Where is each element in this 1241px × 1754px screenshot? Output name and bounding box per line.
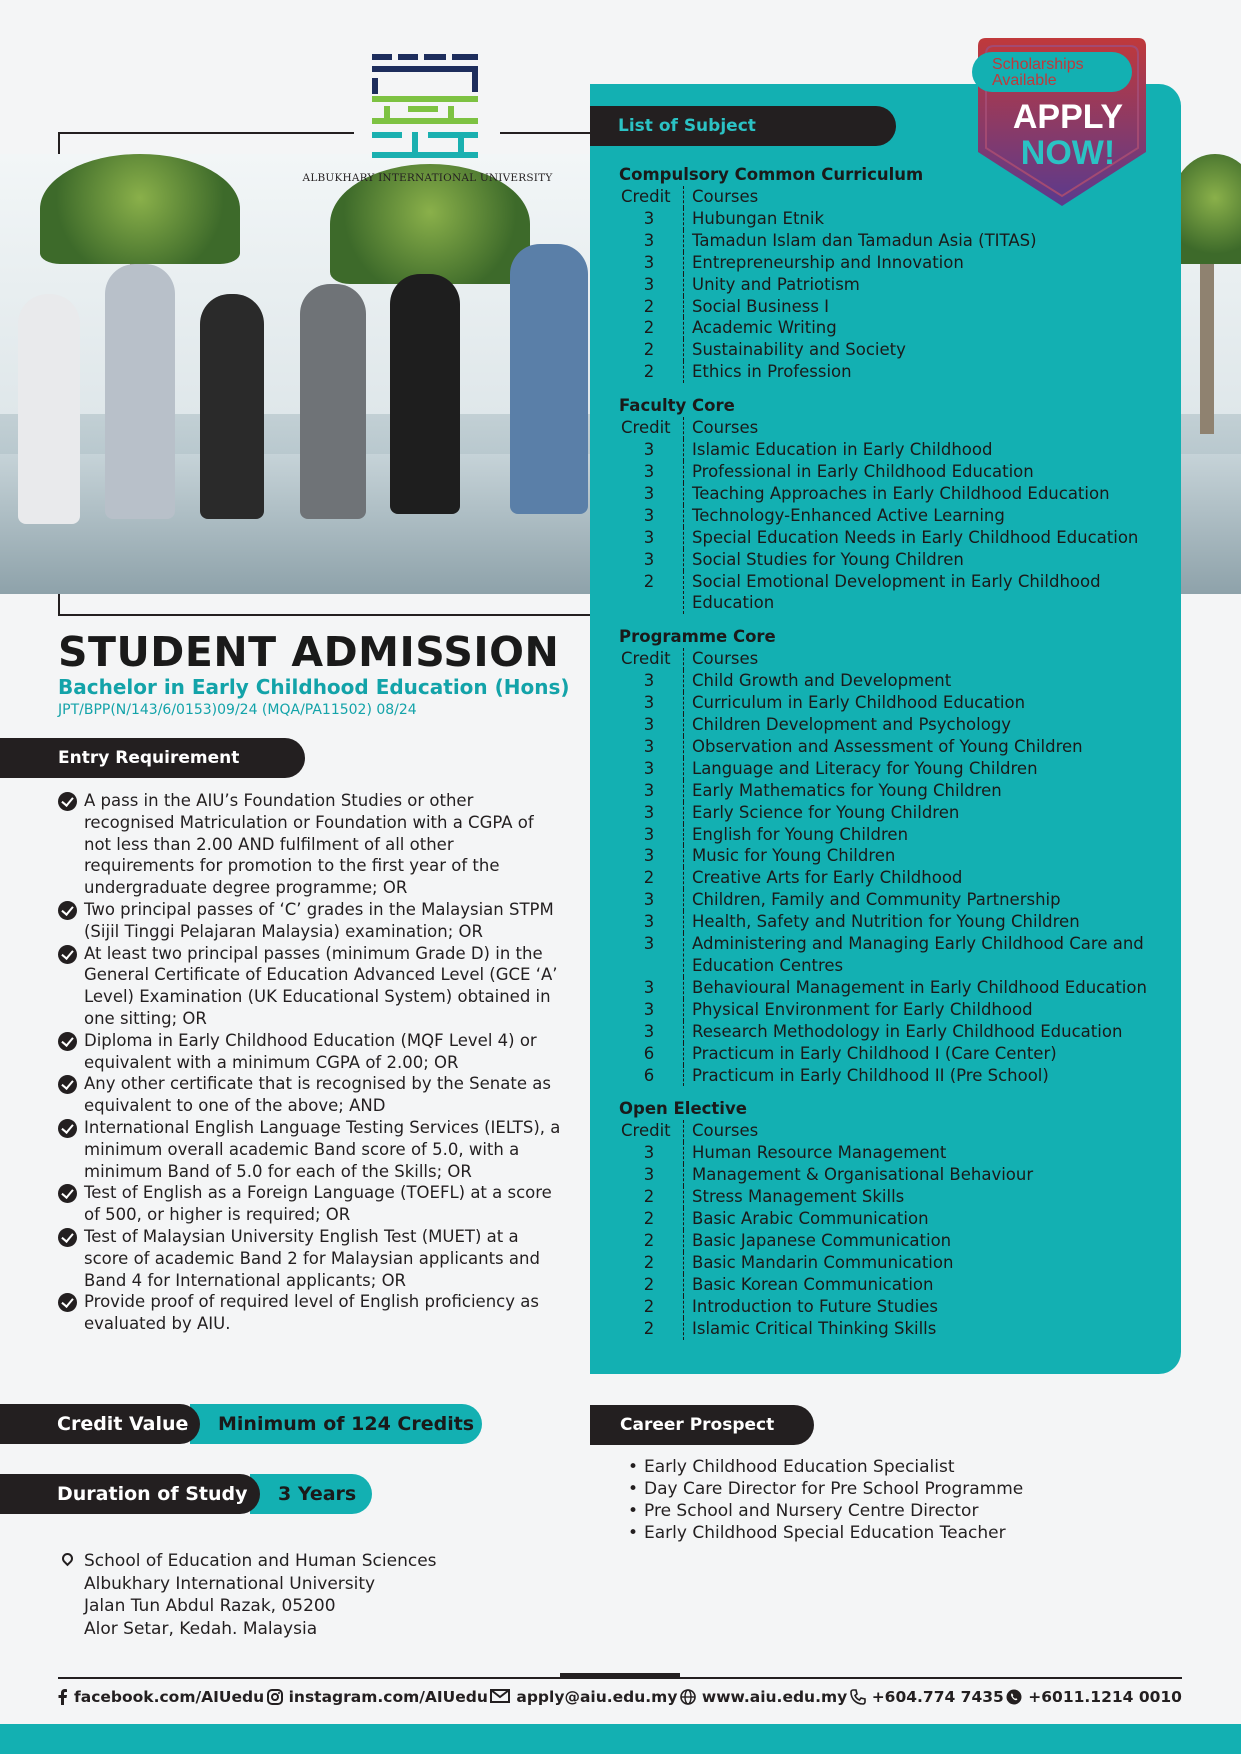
credit-value: 2 <box>643 868 655 888</box>
page-title: STUDENT ADMISSION <box>58 628 560 676</box>
credit-value: 3 <box>643 934 655 954</box>
credit-value: 2 <box>643 318 655 338</box>
check-circle-icon <box>58 901 77 920</box>
course-name: Academic Writing <box>683 317 1179 339</box>
subject-table-header: Credit Courses <box>619 1120 1179 1142</box>
subject-row <box>619 274 1179 296</box>
credit-value: 3 <box>643 758 655 778</box>
duration-value-badge: 3 Years <box>250 1474 372 1514</box>
subject-row <box>619 714 1179 736</box>
university-name: ALBUKHARY INTERNATIONAL UNIVERSITY <box>302 172 553 184</box>
subject-row <box>619 439 1179 461</box>
course-name: Children Development and Psychology <box>683 714 1179 736</box>
course-name: Stress Management Skills <box>683 1186 1179 1208</box>
credit-value: 3 <box>643 780 655 800</box>
accreditation-code: JPT/BPP(N/143/6/0153)09/24 (MQA/PA11502) 08/24 <box>58 702 417 718</box>
footer-band <box>0 1724 1241 1754</box>
credit-value: 2 <box>643 1318 655 1338</box>
course-name: Tamadun Islam dan Tamadun Asia (TITAS) <box>683 230 1179 252</box>
course-name: Music for Young Children <box>683 845 1179 867</box>
programme-name: Bachelor in Early Childhood Education (Hons) <box>58 675 570 699</box>
subject-row <box>619 296 1179 318</box>
subject-row <box>619 1142 1179 1164</box>
credit-value: 2 <box>643 362 655 382</box>
check-circle-icon <box>58 792 77 811</box>
course-name: Social Emotional Development in Early Childhood Education <box>683 571 1179 615</box>
subject-row <box>619 1208 1179 1230</box>
credit-value: 2 <box>643 1252 655 1272</box>
career-list <box>628 1456 1023 1544</box>
entry-requirement-item: Provide proof of required level of English proficiency as evaluated by AIU. <box>58 1291 563 1335</box>
course-name: Teaching Approaches in Early Childhood Education <box>683 483 1179 505</box>
career-item: • Early Childhood Education Specialist <box>628 1456 1023 1478</box>
course-name: Unity and Patriotism <box>683 274 1179 296</box>
subject-row <box>619 505 1179 527</box>
entry-requirement-item: International English Language Testing Services (IELTS), a minimum overall academic Band score of 5.0, with a minimum Band of 5.0 for each of the Skills; OR <box>58 1117 563 1182</box>
course-name: Social Studies for Young Children <box>683 549 1179 571</box>
course-name: Practicum in Early Childhood II (Pre School) <box>683 1065 1179 1087</box>
course-name: Basic Arabic Communication <box>683 1208 1179 1230</box>
subject-row <box>619 1186 1179 1208</box>
career-item: • Day Care Director for Pre School Programme <box>628 1478 1023 1500</box>
badge-available: Available <box>992 72 1057 89</box>
instagram-icon <box>267 1689 283 1705</box>
badge-scholarship: Scholarships <box>992 56 1084 73</box>
career-item: • Pre School and Nursery Centre Director <box>628 1500 1023 1522</box>
subject-row <box>619 889 1179 911</box>
check-circle-icon <box>58 1184 77 1203</box>
badge-now: NOW! <box>1020 134 1116 172</box>
credit-value: 3 <box>643 1143 655 1163</box>
credit-value-badge: Minimum of 124 Credits <box>190 1404 482 1444</box>
credit-value: 3 <box>643 527 655 547</box>
subject-row <box>619 1021 1179 1043</box>
entry-requirement-item: Two principal passes of ‘C’ grades in the Malaysian STPM (Sijil Tinggi Pelajaran Malaysia) examination; OR <box>58 899 563 943</box>
credit-value: 2 <box>643 296 655 316</box>
entry-requirement-heading: Entry Requirement <box>0 738 305 778</box>
check-circle-icon <box>58 945 77 964</box>
subject-row <box>619 1065 1179 1087</box>
course-name: Basic Japanese Communication <box>683 1230 1179 1252</box>
course-name: Observation and Assessment of Young Children <box>683 736 1179 758</box>
subject-row <box>619 999 1179 1021</box>
subject-row <box>619 867 1179 889</box>
subject-row <box>619 252 1179 274</box>
check-circle-icon <box>58 1075 77 1094</box>
course-name: Management & Organisational Behaviour <box>683 1164 1179 1186</box>
facebook-icon <box>58 1689 68 1705</box>
credit-value: 3 <box>643 208 655 228</box>
subject-section <box>619 1099 1179 1339</box>
subject-row <box>619 845 1179 867</box>
subject-row <box>619 571 1179 615</box>
course-name: Early Mathematics for Young Children <box>683 780 1179 802</box>
phone-link[interactable]: +604.774 7435 <box>850 1688 1004 1706</box>
subject-row <box>619 361 1179 383</box>
course-name: Ethics in Profession <box>683 361 1179 383</box>
subject-row <box>619 1318 1179 1340</box>
subject-row <box>619 1274 1179 1296</box>
career-item: • Early Childhood Special Education Teacher <box>628 1522 1023 1544</box>
course-name: Physical Environment for Early Childhood <box>683 999 1179 1021</box>
check-circle-icon <box>58 1119 77 1138</box>
credit-value: 3 <box>643 440 655 460</box>
credit-value: 3 <box>643 252 655 272</box>
subject-row <box>619 1296 1179 1318</box>
credit-value: 2 <box>643 1209 655 1229</box>
course-name: Sustainability and Society <box>683 339 1179 361</box>
course-name: Administering and Managing Early Childhood Care and Education Centres <box>683 933 1179 977</box>
phone-icon <box>850 1689 866 1705</box>
check-circle-icon <box>58 1032 77 1051</box>
subject-section <box>619 627 1179 1086</box>
subject-section <box>619 396 1179 614</box>
course-name: Curriculum in Early Childhood Education <box>683 692 1179 714</box>
career-prospect-heading: Career Prospect <box>590 1405 814 1445</box>
whatsapp-icon <box>1006 1689 1022 1705</box>
course-name: Health, Safety and Nutrition for Young Children <box>683 911 1179 933</box>
entry-requirement-item: Any other certificate that is recognised by the Senate as equivalent to one of the above; AND <box>58 1073 563 1117</box>
subject-row <box>619 1043 1179 1065</box>
credit-value: 3 <box>643 890 655 910</box>
credit-value: 3 <box>643 715 655 735</box>
subject-list-heading: List of Subject <box>590 106 896 146</box>
subject-section-title: Open Elective <box>619 1099 747 1119</box>
entry-requirement-list <box>58 790 563 1335</box>
address-line: Alor Setar, Kedah. Malaysia <box>84 1618 318 1639</box>
globe-icon <box>680 1689 696 1705</box>
credit-value: 3 <box>643 912 655 932</box>
subject-row <box>619 549 1179 571</box>
address-block <box>58 1550 437 1640</box>
credit-value: 3 <box>643 846 655 866</box>
subject-row <box>619 461 1179 483</box>
subject-row <box>619 670 1179 692</box>
subject-row <box>619 933 1179 977</box>
credit-value: 3 <box>643 802 655 822</box>
entry-requirement-item: Test of English as a Foreign Language (TOEFL) at a score of 500, or higher is required; OR <box>58 1182 563 1226</box>
subject-row <box>619 317 1179 339</box>
subject-row <box>619 339 1179 361</box>
entry-requirement-item: A pass in the AIU’s Foundation Studies or other recognised Matriculation or Foundation with a CGPA of not less than 2.00 AND fulfilment of all other requirements for promotion to the first year of the undergraduate degree programme; OR <box>58 790 563 899</box>
subject-table-header: Credit Courses <box>619 186 1179 208</box>
course-name: Technology-Enhanced Active Learning <box>683 505 1179 527</box>
credit-value: 2 <box>643 1187 655 1207</box>
course-name: Entrepreneurship and Innovation <box>683 252 1179 274</box>
university-logo <box>368 52 483 164</box>
apply-now-badge[interactable] <box>972 34 1152 210</box>
subject-row <box>619 736 1179 758</box>
course-name: Practicum in Early Childhood I (Care Center) <box>683 1043 1179 1065</box>
credit-value: 3 <box>643 274 655 294</box>
credit-value: 2 <box>643 1230 655 1250</box>
subject-row <box>619 230 1179 252</box>
course-name: Professional in Early Childhood Education <box>683 461 1179 483</box>
subject-row <box>619 1252 1179 1274</box>
subject-section-title: Programme Core <box>619 627 776 647</box>
duration-label: Duration of Study <box>0 1474 260 1514</box>
credit-value: 3 <box>643 461 655 481</box>
course-name: Basic Mandarin Communication <box>683 1252 1179 1274</box>
course-name: Human Resource Management <box>683 1142 1179 1164</box>
subject-row <box>619 824 1179 846</box>
subject-section-title: Compulsory Common Curriculum <box>619 165 924 184</box>
credit-value: 3 <box>643 736 655 756</box>
subject-table-header: Credit Courses <box>619 417 1179 439</box>
credit-value: 3 <box>643 483 655 503</box>
subject-row <box>619 758 1179 780</box>
mail-icon <box>490 1689 510 1705</box>
credit-value: 3 <box>643 230 655 250</box>
credit-value: 3 <box>643 549 655 569</box>
subject-row <box>619 977 1179 999</box>
address-line: Jalan Tun Abdul Razak, 05200 <box>84 1596 336 1616</box>
course-name: Islamic Critical Thinking Skills <box>683 1318 1179 1340</box>
credit-value: 2 <box>643 571 655 591</box>
credit-value: 6 <box>643 1065 655 1085</box>
credit-value: 3 <box>643 824 655 844</box>
website-link[interactable]: www.aiu.edu.my <box>680 1688 847 1706</box>
credit-value: 2 <box>643 1274 655 1294</box>
course-name: Children, Family and Community Partnership <box>683 889 1179 911</box>
credit-value: 3 <box>643 1165 655 1185</box>
course-name: Social Business I <box>683 296 1179 318</box>
course-name: Introduction to Future Studies <box>683 1296 1179 1318</box>
check-circle-icon <box>58 1293 77 1312</box>
course-name: Research Methodology in Early Childhood Education <box>683 1021 1179 1043</box>
course-name: Child Growth and Development <box>683 670 1179 692</box>
subject-table-header: Credit Courses <box>619 648 1179 670</box>
course-name: Behavioural Management in Early Childhood Education <box>683 977 1179 999</box>
entry-requirement-item: At least two principal passes (minimum Grade D) in the General Certificate of Education Advanced Level (GCE ‘A’ Level) Examination (UK Educational System) obtained in one sitting; OR <box>58 943 563 1030</box>
entry-requirement-item: Diploma in Early Childhood Education (MQF Level 4) or equivalent with a minimum CGPA of 2.00; OR <box>58 1030 563 1074</box>
subject-list <box>619 165 1179 1353</box>
subject-row <box>619 483 1179 505</box>
email-link[interactable]: apply@aiu.edu.my <box>490 1688 677 1706</box>
credit-value: 3 <box>643 671 655 691</box>
course-name: Hubungan Etnik <box>683 208 1179 230</box>
subject-row <box>619 692 1179 714</box>
credit-value: 3 <box>643 1021 655 1041</box>
subject-row <box>619 911 1179 933</box>
facebook-link[interactable]: facebook.com/AIUedu <box>58 1688 264 1706</box>
whatsapp-link[interactable]: +6011.1214 0010 <box>1006 1688 1182 1706</box>
course-name: Special Education Needs in Early Childhood Education <box>683 527 1179 549</box>
course-name: English for Young Children <box>683 824 1179 846</box>
subject-row <box>619 1230 1179 1252</box>
subject-row <box>619 527 1179 549</box>
subject-row <box>619 1164 1179 1186</box>
credit-value: 3 <box>643 505 655 525</box>
subject-row <box>619 780 1179 802</box>
address-line: Albukhary International University <box>84 1573 376 1594</box>
credit-value: 3 <box>643 977 655 997</box>
check-circle-icon <box>58 1228 77 1247</box>
credit-value: 3 <box>643 999 655 1019</box>
subject-row <box>619 208 1179 230</box>
instagram-link[interactable]: instagram.com/AIUedu <box>267 1688 488 1706</box>
course-name: Creative Arts for Early Childhood <box>683 867 1179 889</box>
course-name: Early Science for Young Children <box>683 802 1179 824</box>
entry-requirement-item: Test of Malaysian University English Test (MUET) at a score of academic Band 2 for Malaysian applicants and Band 4 for International applicants; OR <box>58 1226 563 1291</box>
credit-value: 3 <box>643 693 655 713</box>
credit-value-label: Credit Value <box>0 1404 200 1444</box>
credit-value: 6 <box>643 1043 655 1063</box>
address-line: School of Education and Human Sciences <box>84 1551 437 1571</box>
subject-section-title: Faculty Core <box>619 396 735 416</box>
course-name: Islamic Education in Early Childhood <box>683 439 1179 461</box>
credit-value: 2 <box>643 340 655 360</box>
course-name: Basic Korean Communication <box>683 1274 1179 1296</box>
badge-apply: APPLY <box>1012 98 1124 136</box>
credit-value: 2 <box>643 1296 655 1316</box>
course-name: Language and Literacy for Young Children <box>683 758 1179 780</box>
footer-contacts <box>58 1688 1182 1706</box>
subject-row <box>619 802 1179 824</box>
